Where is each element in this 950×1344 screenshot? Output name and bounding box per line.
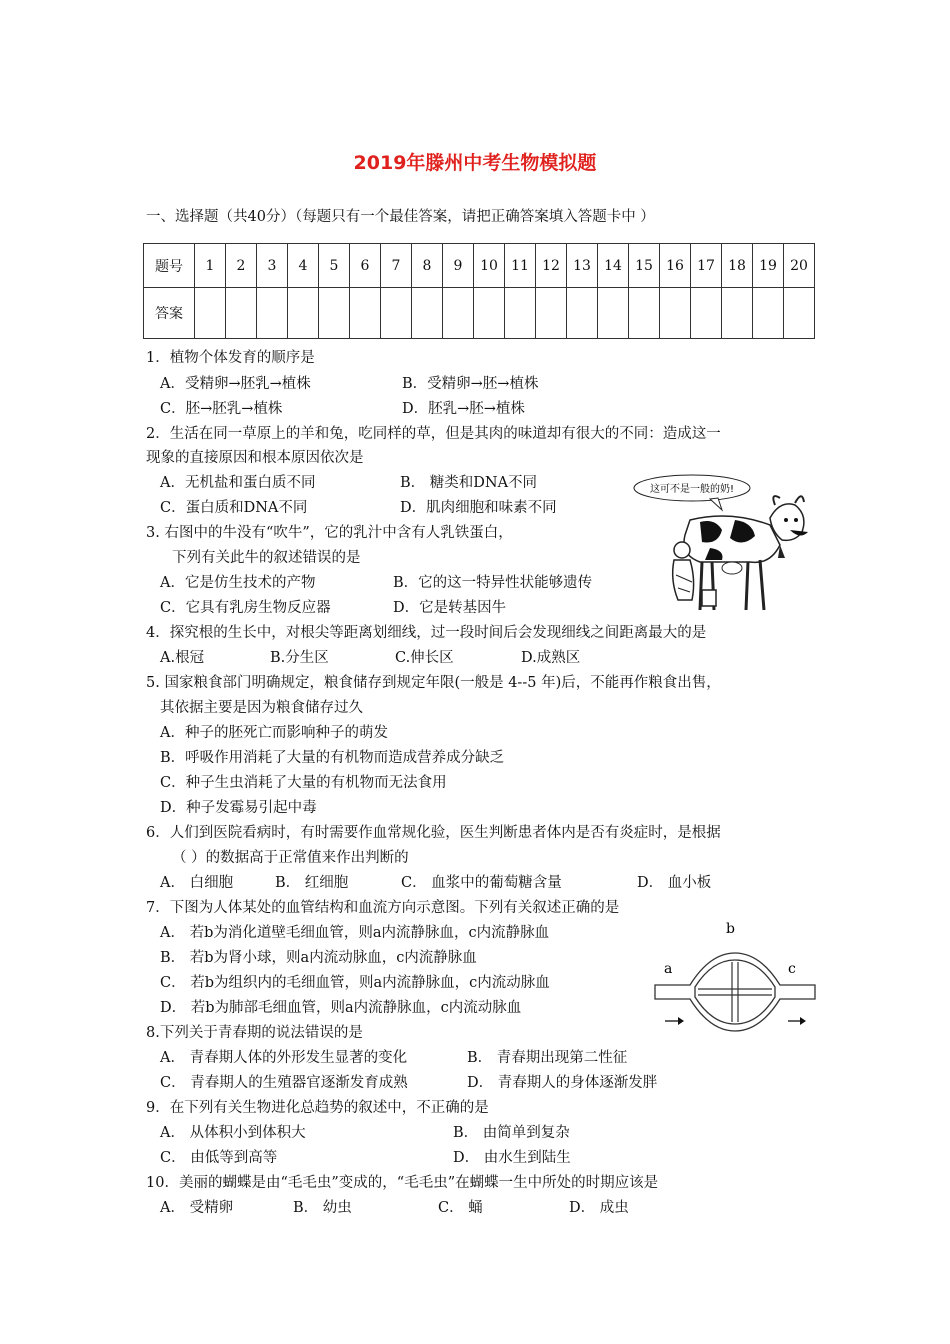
q10-option-a: A． 受精卵 bbox=[160, 1200, 234, 1216]
q8-option-a: A． 青春期人体的外形发生显著的变化 bbox=[160, 1050, 408, 1066]
q6-stem-cont: （ ）的数据高于正常值来作出判断的 bbox=[172, 850, 409, 866]
q6-stem: 6．人们到医院看病时，有时需要作血常规化验，医生判断患者体内是否有炎症时，是根据 bbox=[146, 825, 721, 841]
q3-option-a: A．它是仿生技术的产物 bbox=[160, 575, 316, 591]
q7-option-b: B． 若b为肾小球，则a内流动脉血，c内流静脉血 bbox=[160, 950, 477, 966]
answer-cell[interactable] bbox=[226, 288, 257, 339]
q9-option-c: C． 由低等到高等 bbox=[160, 1150, 278, 1166]
q2-option-a: A．无机盐和蛋白质不同 bbox=[160, 475, 316, 491]
answer-cell[interactable] bbox=[598, 288, 629, 339]
answer-cell[interactable] bbox=[784, 288, 815, 339]
q5-stem: 5. 国家粮食部门明确规定，粮食储存到规定年限(一般是 4--5 年)后，不能再作粮食出售， bbox=[146, 675, 721, 691]
q7-option-c: C． 若b为组织内的毛细血管，则a内流静脉血，c内流动脉血 bbox=[160, 975, 550, 991]
answer-cell[interactable] bbox=[691, 288, 722, 339]
answer-cell[interactable] bbox=[288, 288, 319, 339]
q6-option-c: C． 血浆中的葡萄糖含量 bbox=[401, 875, 562, 891]
q9-option-b: B． 由简单到复杂 bbox=[453, 1125, 570, 1141]
q2-stem: 2．生活在同一草原上的羊和兔，吃同样的草，但是其肉的味道却有很大的不同：造成这一 bbox=[146, 426, 721, 442]
number-cell: 10 bbox=[474, 244, 505, 288]
q7-option-d: D． 若b为肺部毛细血管，则a内流静脉血，c内流动脉血 bbox=[160, 1000, 522, 1016]
q1-option-c: C．胚→胚乳→植株 bbox=[160, 401, 283, 417]
number-row bbox=[144, 244, 815, 288]
page-title: 2019年滕州中考生物模拟题 bbox=[353, 152, 597, 174]
milking-cow-illustration bbox=[630, 470, 820, 620]
number-cell: 5 bbox=[319, 244, 350, 288]
q5-stem-cont: 其依据主要是因为粮食储存过久 bbox=[160, 700, 363, 716]
number-cell: 16 bbox=[660, 244, 691, 288]
number-cell: 8 bbox=[412, 244, 443, 288]
number-cell: 11 bbox=[505, 244, 536, 288]
number-cell: 18 bbox=[722, 244, 753, 288]
number-cell: 14 bbox=[598, 244, 629, 288]
q9-option-d: D． 由水生到陆生 bbox=[453, 1150, 571, 1166]
q6-option-d: D． 血小板 bbox=[637, 875, 712, 891]
answer-cell[interactable] bbox=[381, 288, 412, 339]
section-heading: 一、选择题（共40分）（每题只有一个最佳答案，请把正确答案填入答题卡中 ） bbox=[146, 209, 655, 225]
q4-option-c: C.伸长区 bbox=[395, 650, 454, 666]
q3-stem-cont: 下列有关此牛的叙述错误的是 bbox=[172, 550, 361, 566]
q4-option-b: B.分生区 bbox=[270, 650, 329, 666]
q4-option-a: A.根冠 bbox=[160, 650, 205, 666]
q10-option-b: B． 幼虫 bbox=[293, 1200, 352, 1216]
q3-option-c: C．它具有乳房生物反应器 bbox=[160, 600, 331, 616]
q6-option-a: A． 白细胞 bbox=[160, 875, 234, 891]
q8-option-c: C． 青春期人的生殖器官逐渐发育成熟 bbox=[160, 1075, 408, 1091]
answer-cell[interactable] bbox=[536, 288, 567, 339]
number-cell: 20 bbox=[784, 244, 815, 288]
number-cell: 4 bbox=[288, 244, 319, 288]
answer-cell[interactable] bbox=[660, 288, 691, 339]
answer-cell[interactable] bbox=[505, 288, 536, 339]
q5-option-a: A．种子的胚死亡而影响种子的萌发 bbox=[160, 725, 388, 741]
blood-vessel-diagram bbox=[650, 915, 820, 1035]
table-header-answer: 答案 bbox=[144, 288, 195, 339]
label-b: b bbox=[726, 921, 735, 937]
number-cell: 2 bbox=[226, 244, 257, 288]
number-cell: 7 bbox=[381, 244, 412, 288]
answer-cell[interactable] bbox=[753, 288, 784, 339]
q3-option-b: B．它的这一特异性状能够遗传 bbox=[393, 575, 593, 591]
q8-stem: 8.下列关于青春期的说法错误的是 bbox=[146, 1025, 363, 1041]
q1-option-b: B．受精卵→胚→植株 bbox=[402, 376, 539, 392]
speech-bubble-text: 这可不是一般的奶! bbox=[649, 484, 735, 495]
q4-stem: 4．探究根的生长中，对根尖等距离划细线，过一段时间后会发现细线之间距离最大的是 bbox=[146, 625, 707, 641]
q3-option-d: D．它是转基因牛 bbox=[393, 600, 507, 616]
q10-option-c: C． 蛹 bbox=[438, 1200, 483, 1216]
q9-option-a: A． 从体积小到体积大 bbox=[160, 1125, 306, 1141]
q2-option-c: C．蛋白质和DNA不同 bbox=[160, 500, 308, 516]
q4-option-d: D.成熟区 bbox=[521, 650, 581, 666]
q1-stem: 1．植物个体发育的顺序是 bbox=[146, 350, 315, 366]
label-a: a bbox=[664, 961, 673, 977]
q1-option-d: D．胚乳→胚→植株 bbox=[402, 401, 525, 417]
answer-cell[interactable] bbox=[412, 288, 443, 339]
q10-stem: 10．美丽的蝴蝶是由“毛毛虫”变成的，“毛毛虫”在蝴蝶一生中所处的时期应该是 bbox=[146, 1175, 659, 1191]
number-cell: 19 bbox=[753, 244, 784, 288]
number-cell: 12 bbox=[536, 244, 567, 288]
answer-cell[interactable] bbox=[567, 288, 598, 339]
number-cell: 13 bbox=[567, 244, 598, 288]
q8-option-d: D． 青春期人的身体逐渐发胖 bbox=[467, 1075, 658, 1091]
q5-option-b: B．呼吸作用消耗了大量的有机物而造成营养成分缺乏 bbox=[160, 750, 505, 766]
q1-option-a: A．受精卵→胚乳→植株 bbox=[160, 376, 311, 392]
answer-cell[interactable] bbox=[443, 288, 474, 339]
q2-stem-cont: 现象的直接原因和根本原因依次是 bbox=[146, 450, 364, 466]
q5-option-d: D．种子发霉易引起中毒 bbox=[160, 800, 317, 816]
answer-cell[interactable] bbox=[722, 288, 753, 339]
answer-cell[interactable] bbox=[350, 288, 381, 339]
number-cell: 6 bbox=[350, 244, 381, 288]
label-c: c bbox=[788, 961, 796, 977]
answer-cell[interactable] bbox=[195, 288, 226, 339]
q8-option-b: B． 青春期出现第二性征 bbox=[467, 1050, 628, 1066]
number-cell: 17 bbox=[691, 244, 722, 288]
answer-row bbox=[144, 288, 815, 339]
q2-option-b: B． 糖类和DNA不同 bbox=[400, 475, 538, 491]
number-cell: 15 bbox=[629, 244, 660, 288]
q7-option-a: A． 若b为消化道壁毛细血管，则a内流静脉血，c内流静脉血 bbox=[160, 925, 550, 941]
answer-cell[interactable] bbox=[629, 288, 660, 339]
number-cell: 1 bbox=[195, 244, 226, 288]
q10-option-d: D． 成虫 bbox=[569, 1200, 629, 1216]
q7-stem: 7．下图为人体某处的血管结构和血流方向示意图。下列有关叙述正确的是 bbox=[146, 900, 620, 916]
q2-option-d: D．肌肉细胞和味素不同 bbox=[400, 500, 557, 516]
answer-cell[interactable] bbox=[319, 288, 350, 339]
table-header-number: 题号 bbox=[144, 244, 195, 288]
q6-option-b: B． 红细胞 bbox=[275, 875, 349, 891]
number-cell: 9 bbox=[443, 244, 474, 288]
answer-cell[interactable] bbox=[257, 288, 288, 339]
answer-cell[interactable] bbox=[474, 288, 505, 339]
number-cell: 3 bbox=[257, 244, 288, 288]
q5-option-c: C．种子生虫消耗了大量的有机物而无法食用 bbox=[160, 775, 447, 791]
answer-table bbox=[143, 243, 815, 339]
q9-stem: 9．在下列有关生物进化总趋势的叙述中，不正确的是 bbox=[146, 1100, 489, 1116]
q3-stem: 3. 右图中的牛没有“吹牛”，它的乳汁中含有人乳铁蛋白， bbox=[146, 525, 513, 541]
